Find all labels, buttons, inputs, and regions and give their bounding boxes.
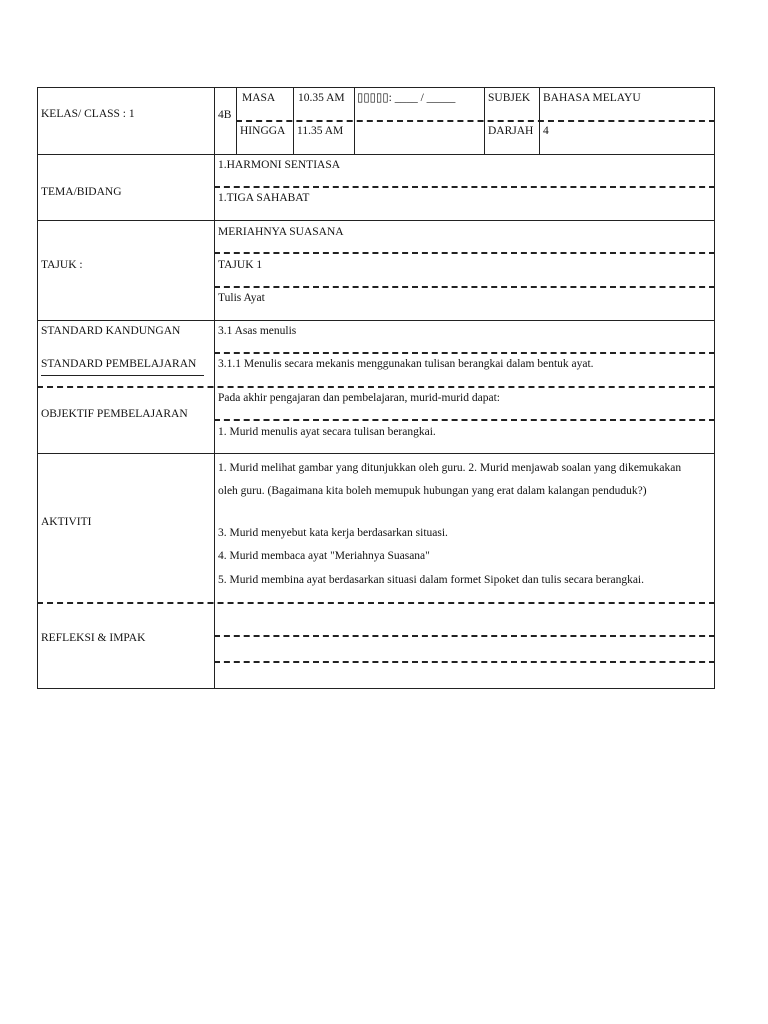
standard-kandungan-value: 3.1 Asas menulis <box>218 325 297 337</box>
tema-line-2: 1.TIGA SAHABAT <box>218 192 310 204</box>
darjah-value: 4 <box>543 125 549 137</box>
aktiviti-paragraph-1: 1. Murid melihat gambar yang ditunjukkan oleh guru. 2. Murid menjawab soalan yang dikemukakan oleh guru. (Bagaimana kita boleh memupuk hubungan yang erat dalam kalangan penduduk?) <box>218 462 682 497</box>
kelas-label: KELAS/ CLASS : 1 <box>41 108 135 120</box>
standard-dashed-rule <box>214 352 715 354</box>
row-separator <box>37 220 715 221</box>
tajuk-dashed-rule <box>214 286 715 288</box>
darjah-label: DARJAH <box>488 125 534 137</box>
standard-kandungan-label: STANDARD KANDUNGAN <box>41 325 181 337</box>
header-dashed-rule <box>236 120 715 122</box>
tajuk-line-1: MERIAHNYA SUASANA <box>218 226 344 238</box>
tajuk-label: TAJUK : <box>41 259 83 271</box>
label-column-divider <box>214 87 215 689</box>
tema-label: TEMA/BIDANG <box>41 186 122 198</box>
row-separator <box>37 453 715 454</box>
aktiviti-item-4: 4. Murid membaca ayat "Meriahnya Suasana" <box>218 550 430 562</box>
hingga-label: HINGGA <box>240 125 286 137</box>
aktiviti-item-3: 3. Murid menyebut kata kerja berdasarkan situasi. <box>218 527 448 539</box>
refleksi-dashed-rule <box>214 635 715 637</box>
tajuk-dashed-rule <box>214 252 715 254</box>
tajuk-line-3: Tulis Ayat <box>218 292 265 304</box>
hingga-value: 11.35 AM <box>297 125 344 137</box>
masa-value: 10.35 AM <box>298 92 345 104</box>
refleksi-dashed-rule <box>214 661 715 663</box>
masa-label: MASA <box>242 92 276 104</box>
aktiviti-label: AKTIVITI <box>41 516 92 528</box>
standard-pembelajaran-value: 3.1.1 Menulis secara mekanis menggunakan tulisan berangkai dalam bentuk ayat. <box>218 358 594 370</box>
subjek-value: BAHASA MELAYU <box>543 92 641 104</box>
form-border <box>37 87 715 689</box>
objektif-dashed-rule <box>214 419 715 421</box>
standard-bottom-dashed-rule <box>37 386 715 388</box>
refleksi-label: REFLEKSI & IMPAK <box>41 632 146 644</box>
objektif-label: OBJEKTIF PEMBELAJARAN <box>41 408 188 420</box>
tajuk-line-2: TAJUK 1 <box>218 259 263 271</box>
kelas-value: 4B <box>218 109 232 121</box>
tema-dashed-rule <box>214 186 715 188</box>
row-separator <box>37 154 715 155</box>
aktiviti-item-5: 5. Murid membina ayat berdasarkan situasi dalam formet Sipoket dan tulis secara berangkai. <box>218 574 645 586</box>
objektif-intro: Pada akhir pengajaran dan pembelajaran, murid-murid dapat: <box>218 392 500 404</box>
standard-pembelajaran-label: STANDARD PEMBELAJARAN <box>41 358 197 370</box>
row-separator <box>37 320 715 321</box>
tema-line-1: 1.HARMONI SENTIASA <box>218 159 341 171</box>
subjek-label: SUBJEK <box>488 92 531 104</box>
refleksi-top-dashed-rule <box>37 602 715 604</box>
objektif-item-1: 1. Murid menulis ayat secara tulisan berangkai. <box>218 426 436 438</box>
standard-pembelajaran-underline <box>41 375 204 376</box>
tarikh-field: ▯▯▯▯▯: ____ / _____ <box>357 92 456 104</box>
